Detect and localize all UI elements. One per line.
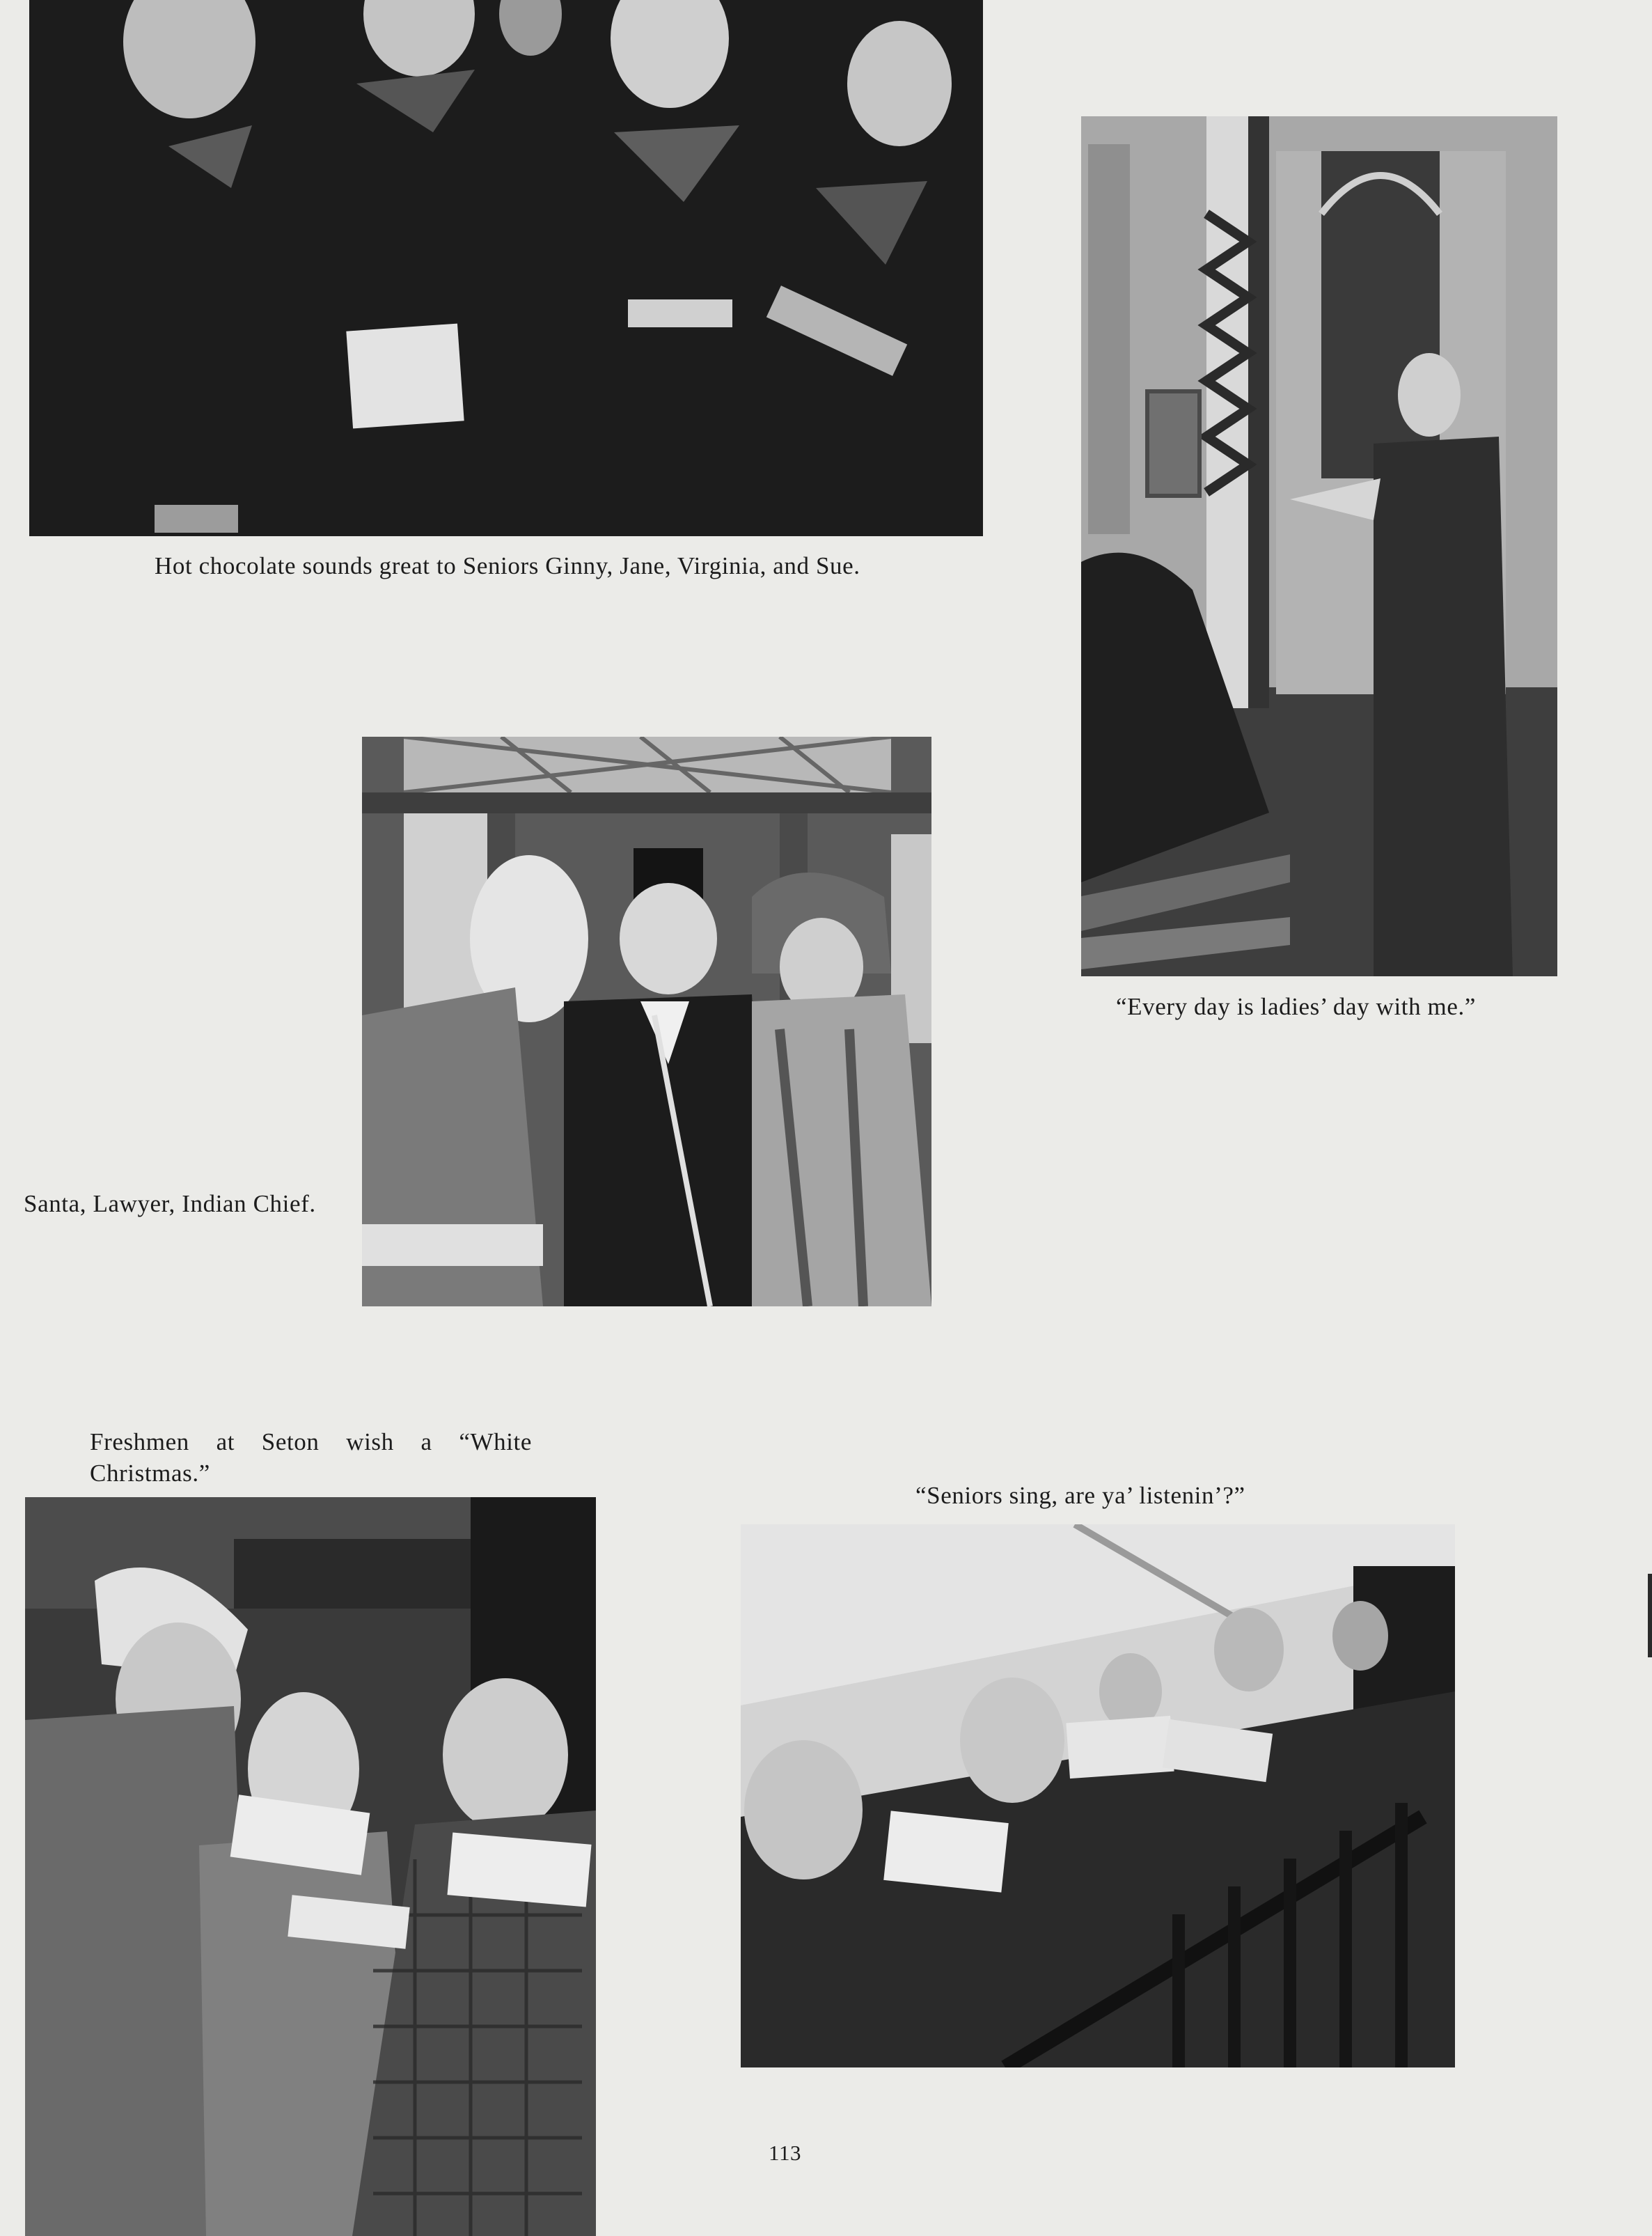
photo-freshmen	[25, 1497, 596, 2236]
caption-santa-lawyer-chief: Santa, Lawyer, Indian Chief.	[24, 1190, 316, 1217]
caption-ladies-day: “Every day is ladies’ day with me.”	[1116, 993, 1476, 1020]
photo-ladies-day	[1081, 116, 1557, 976]
photo-santa-lawyer-chief	[362, 737, 931, 1306]
caption-freshmen-white-christmas: Freshmen at Seton wish a “White Christmas.”	[90, 1428, 532, 1487]
caption-seniors-sing: “Seniors sing, are ya’ listenin’?”	[915, 1482, 1245, 1509]
caption-seniors-hot-chocolate: Hot chocolate sounds great to Seniors Ginny, Jane, Virginia, and Sue.	[155, 552, 860, 579]
page-edge-shadow	[1648, 1574, 1652, 1657]
photo-seniors-robes	[29, 0, 983, 536]
page-number: 113	[769, 2141, 802, 2165]
photo-seniors-sing	[741, 1524, 1455, 2067]
